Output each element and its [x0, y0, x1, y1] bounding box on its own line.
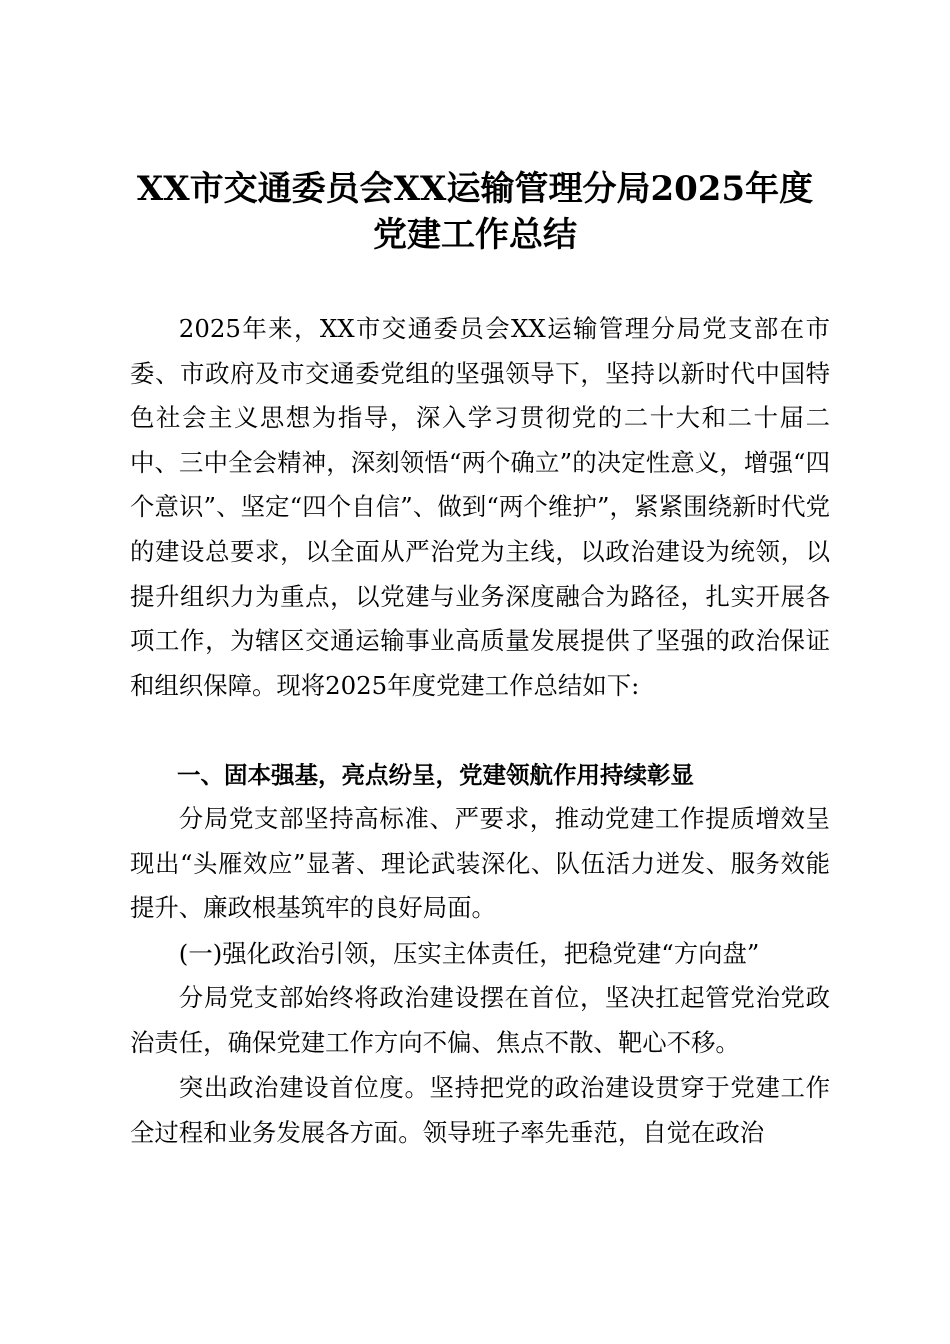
political-building-paragraph: 突出政治建设首位度。坚持把党的政治建设贯穿于党建工作全过程和业务发展各方面。领导班子率先垂范，自觉在政治: [130, 1073, 830, 1147]
section-1-heading: 一、固本强基，亮点纷呈，党建领航作用持续彰显: [177, 761, 694, 789]
subsection-1-heading: (一)强化政治引领，压实主体责任，把稳党建“方向盘”: [178, 939, 760, 968]
subsection-1-paragraph: 分局党支部始终将政治建设摆在首位，坚决扛起管党治党政治责任，确保党建工作方向不偏、焦点不散、靶心不移。: [130, 983, 830, 1057]
document-title-line-2: 党建工作总结: [373, 215, 577, 255]
intro-paragraph: 2025年来，XX市交通委员会XX运输管理分局党支部在市委、市政府及市交通委党组的坚强领导下，坚持以新时代中国特色社会主义思想为指导，深入学习贯彻党的二十大和二十届二中、三中全会精神，深刻领悟“两个确立”的决定性意义，增强“四个意识”、坚定“四个自信”、做到“两个维护”，紧紧围绕新时代党的建设总要求，以全面从严治党为主线，以政治建设为统领，以提升组织力为重点，以党建与业务深度融合为路径，扎实开展各项工作，为辖区交通运输事业高质量发展提供了坚强的政治保证和组织保障。现将2025年度党建工作总结如下:: [130, 314, 830, 700]
document-title-line-1: XX市交通委员会XX运输管理分局2025年度: [136, 169, 814, 209]
section-1-paragraph: 分局党支部坚持高标准、严要求，推动党建工作提质增效呈现出“头雁效应”显著、理论武装深化、队伍活力迸发、服务效能提升、廉政根基筑牢的良好局面。: [130, 804, 830, 923]
